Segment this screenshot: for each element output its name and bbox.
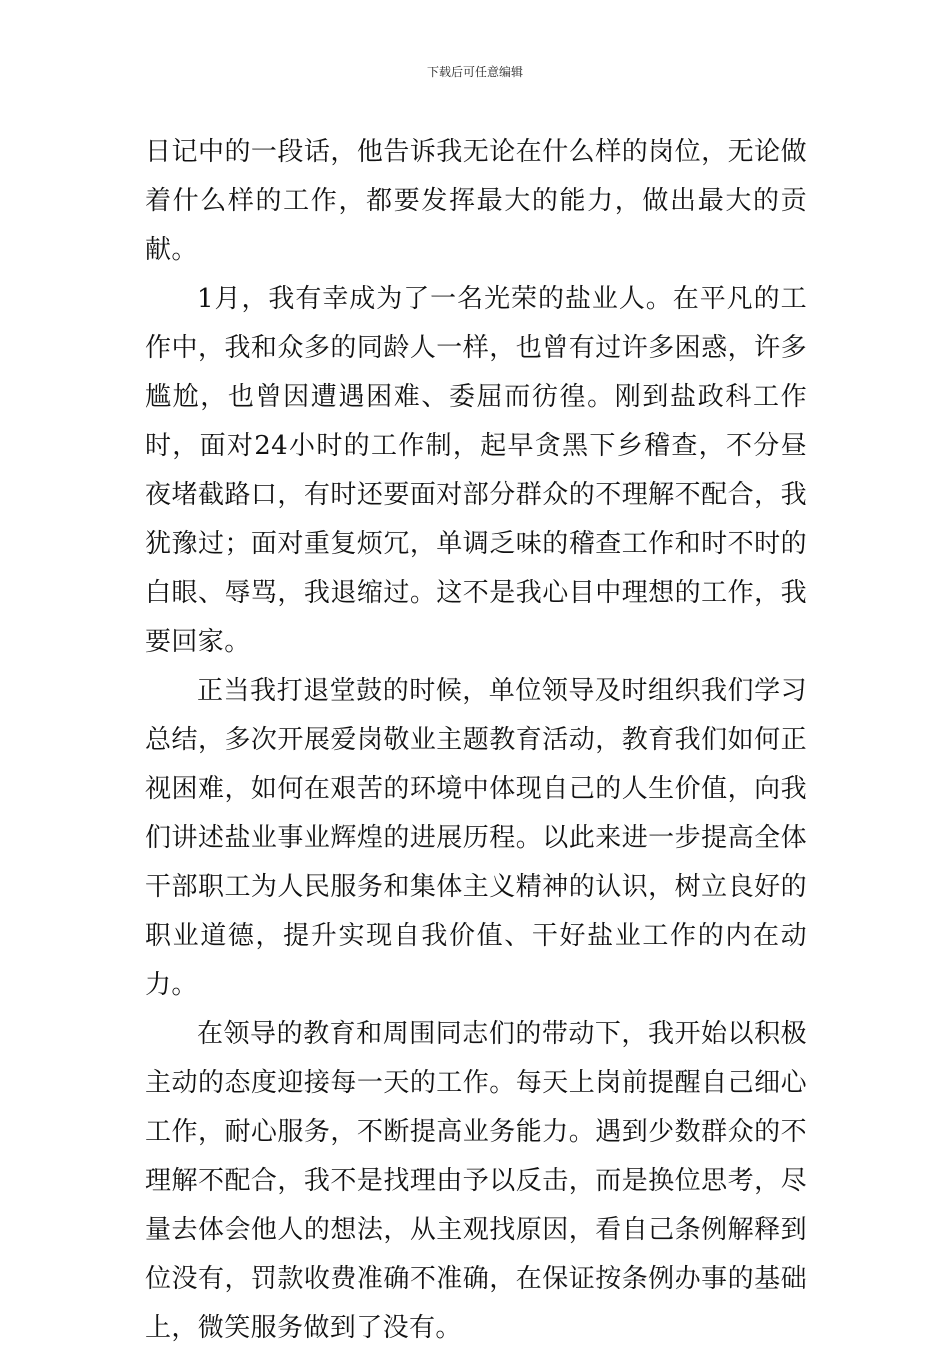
paragraph-1: 日记中的一段话，他告诉我无论在什么样的岗位，无论做着什么样的工作，都要发挥最大的能力，做出最大的贡献。 xyxy=(145,137,807,265)
paragraph-3: 正当我打退堂鼓的时候，单位领导及时组织我们学习总结，多次开展爱岗敬业主题教育活动，教育我们如何正视困难，如何在艰苦的环境中体现自己的人生价值，向我们讲述盐业事业辉煌的进展历程。以此来进一步提高全体干部职工为人民服务和集体主义精神的认识，树立良好的职业道德，提升实现自我价值、干好盐业工作的内在动力。 xyxy=(145,676,807,1000)
document-body xyxy=(145,128,807,1353)
paragraph-4: 在领导的教育和周围同志们的带动下，我开始以积极主动的态度迎接每一天的工作。每天上岗前提醒自己细心工作，耐心服务，不断提高业务能力。遇到少数群众的不理解不配合，我不是找理由予以反击，而是换位思考，尽量去体会他人的想法，从主观找原因，看自己条例解释到位没有，罚款收费准确不准确，在保证按条例办事的基础上，微笑服务做到了没有。 xyxy=(145,1019,807,1343)
page-header: 下载后可任意编辑 xyxy=(426,65,523,79)
paragraph-2: 1月，我有幸成为了一名光荣的盐业人。在平凡的工作中，我和众多的同龄人一样，也曾有过许多困惑，许多尴尬，也曾因遭遇困难、委屈而彷徨。刚到盐政科工作时，面对24小时的工作制，起早贪黑下乡稽查，不分昼夜堵截路口，有时还要面对部分群众的不理解不配合，我犹豫过；面对重复烦冗，单调乏味的稽查工作和时不时的白眼、辱骂，我退缩过。这不是我心目中理想的工作，我要回家。 xyxy=(145,284,807,657)
